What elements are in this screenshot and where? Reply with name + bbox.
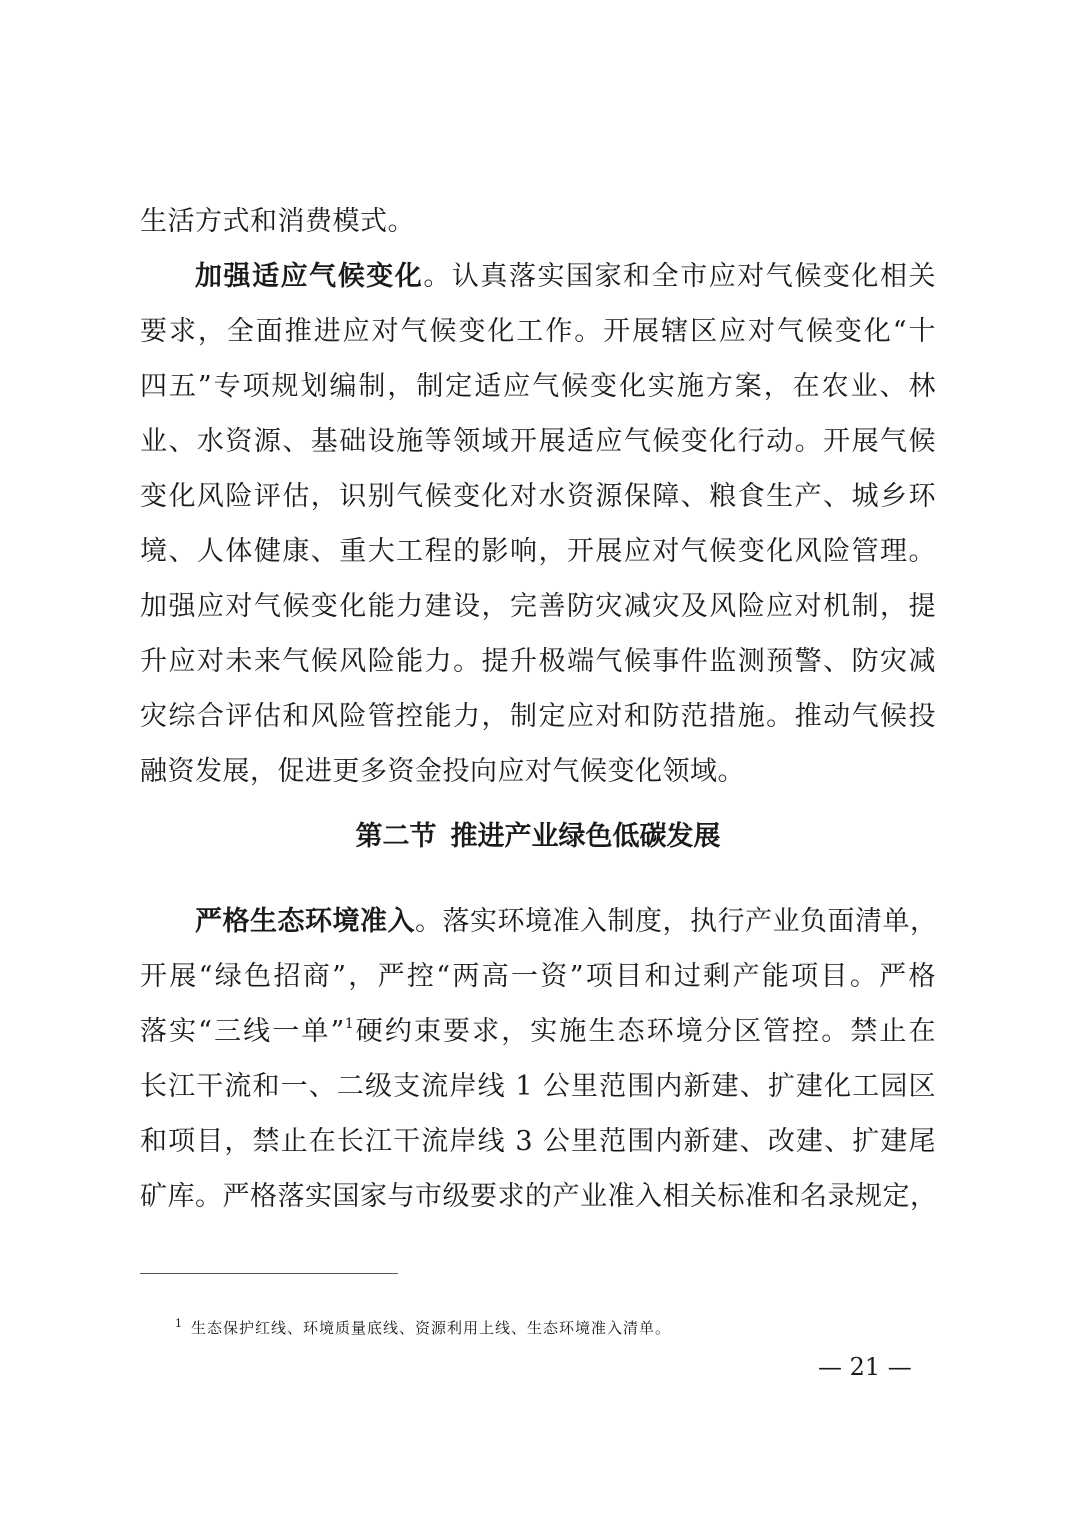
paragraph-text: 硬约束要求，实施生态环境分区管控。禁止在 xyxy=(354,1016,936,1047)
footnote-reference[interactable]: 1 xyxy=(344,1016,355,1032)
paragraph-line: 灾综合评估和风险管控能力，制定应对和防范措施。推动气候投 xyxy=(140,701,936,732)
section-title: 推进产业绿色低碳发展 xyxy=(450,821,721,852)
paragraph-text: 。认真落实国家和全市应对气候变化相关 xyxy=(423,261,937,292)
paragraph-line: 变化风险评估，识别气候变化对水资源保障、粮食生产、城乡环 xyxy=(140,481,936,512)
paragraph-line: 境、人体健康、重大工程的影响，开展应对气候变化风险管理。 xyxy=(140,536,936,567)
footnote-marker: 1 xyxy=(175,1317,183,1330)
footnote-separator xyxy=(140,1273,398,1274)
footnote xyxy=(175,1313,671,1339)
paragraph-line: 四五”专项规划编制，制定适应气候变化实施方案，在农业、林 xyxy=(140,371,936,402)
paragraph-line: 融资发展，促进更多资金投向应对气候变化领域。 xyxy=(140,756,745,787)
footnote-text: 生态保护红线、环境质量底线、资源利用上线、生态环境准入清单。 xyxy=(191,1319,672,1337)
section-number: 第二节 xyxy=(355,821,437,852)
paragraph-line: 长江干流和一、二级支流岸线 1 公里范围内新建、扩建化工园区 xyxy=(140,1071,936,1102)
paragraph-line: 开展“绿色招商”，严控“两高一资”项目和过剩产能项目。严格 xyxy=(140,961,936,992)
section-heading xyxy=(140,815,936,859)
page-number: — 21 — xyxy=(818,1353,912,1381)
paragraph-line xyxy=(195,900,936,944)
paragraph-line: 矿库。严格落实国家与市级要求的产业准入相关标准和名录规定， xyxy=(140,1181,938,1212)
paragraph-lead-phrase: 加强适应气候变化 xyxy=(195,261,424,292)
paragraph-text: 落实“三线一单” xyxy=(140,1016,345,1047)
paragraph-line xyxy=(140,1010,936,1054)
paragraph-line: 要求，全面推进应对气候变化工作。开展辖区应对气候变化“十 xyxy=(140,316,936,347)
paragraph-line: 生活方式和消费模式。 xyxy=(140,206,415,237)
paragraph-text: 。落实环境准入制度，执行产业负面清单， xyxy=(415,906,938,937)
paragraph-line xyxy=(195,255,936,299)
paragraph-line: 业、水资源、基础设施等领域开展适应气候变化行动。开展气候 xyxy=(140,426,936,457)
paragraph-line: 升应对未来气候风险能力。提升极端气候事件监测预警、防灾减 xyxy=(140,646,936,677)
paragraph-lead-phrase: 严格生态环境准入 xyxy=(195,906,415,937)
paragraph-line: 和项目，禁止在长江干流岸线 3 公里范围内新建、改建、扩建尾 xyxy=(140,1126,936,1157)
paragraph-line: 加强应对气候变化能力建设，完善防灾减灾及风险应对机制，提 xyxy=(140,591,936,622)
